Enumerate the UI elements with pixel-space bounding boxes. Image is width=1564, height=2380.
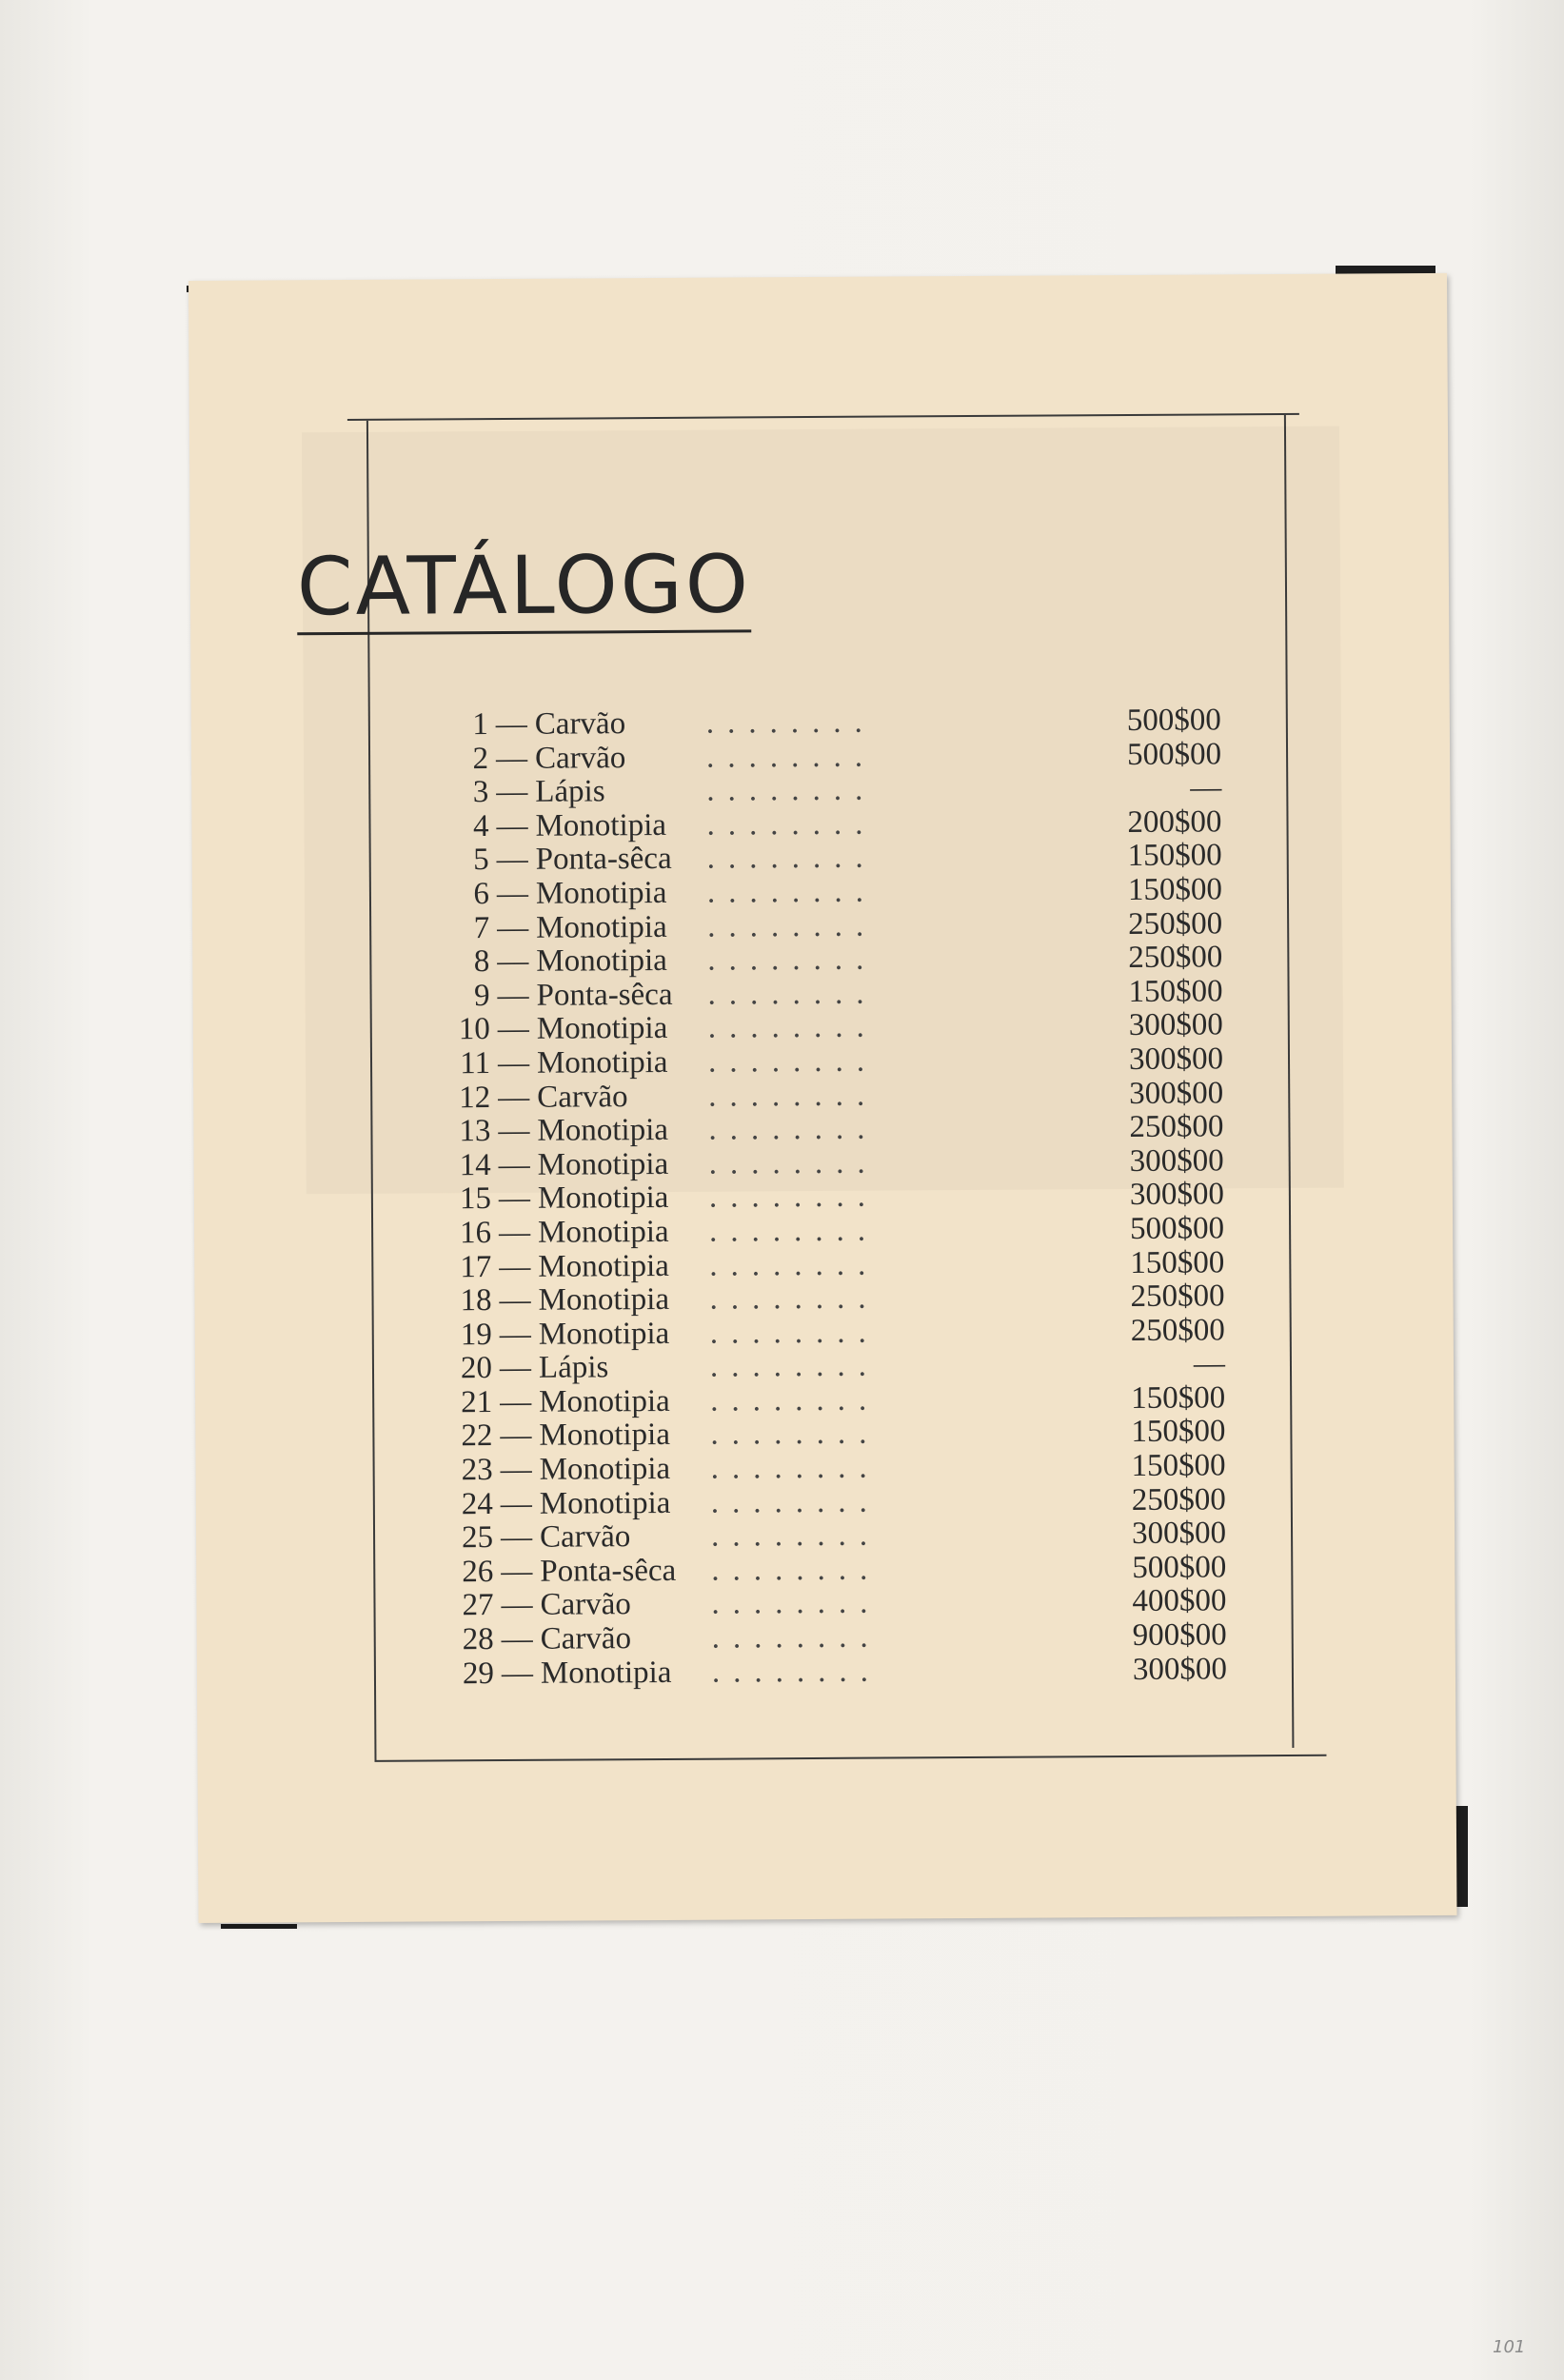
- pencil-page-number: 101: [1493, 2337, 1526, 2357]
- entry-technique: Monotipia: [536, 1044, 668, 1081]
- leader-dots: ........: [708, 1179, 879, 1215]
- entry-technique: Carvão: [534, 706, 626, 742]
- entry-number: 24: [461, 1486, 493, 1521]
- entry-technique: Monotipia: [535, 875, 667, 911]
- entry-number: 18: [460, 1283, 492, 1319]
- entry-dash: —: [497, 1045, 530, 1081]
- entry-dash: —: [495, 741, 528, 776]
- entry-number: 20: [460, 1351, 493, 1386]
- leader-dots: ........: [709, 1247, 880, 1283]
- leader-dots: ........: [708, 1145, 879, 1181]
- entry-price: —: [1190, 770, 1222, 805]
- entry-technique: Monotipia: [536, 1011, 668, 1047]
- entry-technique: Monotipia: [538, 1248, 669, 1284]
- entry-technique: Monotipia: [539, 1485, 671, 1521]
- entry-number: 2: [472, 741, 489, 776]
- entry-number: 5: [473, 843, 489, 878]
- entry-technique: Ponta-sêca: [535, 842, 672, 878]
- leader-dots: ........: [710, 1382, 881, 1418]
- entry-price: 300$00: [1128, 1041, 1224, 1077]
- entry-number: 15: [459, 1181, 492, 1217]
- catalog-entry: [441, 1041, 1223, 1081]
- frame-line-top: [347, 413, 1299, 421]
- entry-price: 500$00: [1126, 703, 1221, 738]
- catalog-entry: [439, 771, 1221, 810]
- leader-dots: ........: [710, 1417, 881, 1453]
- catalog-entry: [440, 839, 1222, 878]
- entry-price: 250$00: [1129, 1109, 1224, 1145]
- entry-dash: —: [499, 1317, 531, 1352]
- frame-line-bottom: [374, 1755, 1326, 1762]
- entry-price: 300$00: [1128, 1007, 1223, 1043]
- entry-number: 19: [460, 1317, 492, 1352]
- entry-price: 400$00: [1132, 1583, 1227, 1619]
- entry-dash: —: [498, 1113, 530, 1149]
- entry-technique: Monotipia: [539, 1418, 671, 1454]
- catalog-entry: [442, 1211, 1224, 1250]
- leader-dots: ........: [707, 1043, 879, 1080]
- entry-price: 250$00: [1128, 905, 1223, 942]
- entry-dash: —: [500, 1384, 532, 1419]
- entry-technique: Monotipia: [536, 909, 667, 945]
- entry-dash: —: [498, 1181, 531, 1217]
- catalog-list: [439, 703, 1227, 1690]
- entry-price: 150$00: [1128, 974, 1223, 1009]
- entry-price: 250$00: [1130, 1313, 1225, 1348]
- entry-number: 3: [472, 775, 489, 810]
- catalog-entry: [441, 1008, 1223, 1047]
- catalog-entry: [444, 1448, 1226, 1487]
- entry-dash: —: [500, 1418, 532, 1454]
- entry-technique: Carvão: [539, 1519, 631, 1556]
- entry-number: 22: [461, 1418, 493, 1454]
- leader-dots: ........: [710, 1484, 881, 1520]
- entry-dash: —: [497, 978, 529, 1013]
- entry-number: 14: [459, 1147, 491, 1182]
- entry-dash: —: [501, 1656, 534, 1691]
- leader-dots: ........: [710, 1450, 881, 1486]
- entry-number: 11: [460, 1046, 491, 1081]
- entry-number: 25: [461, 1520, 494, 1556]
- catalog-entry: [442, 1245, 1224, 1284]
- leader-dots: ........: [707, 908, 878, 944]
- entry-price: 500$00: [1129, 1211, 1225, 1246]
- entry-technique: Monotipia: [538, 1214, 669, 1250]
- entry-technique: Monotipia: [537, 1113, 669, 1148]
- entry-technique: Carvão: [537, 1079, 628, 1115]
- entry-number: 8: [473, 944, 490, 980]
- entry-number: 28: [462, 1622, 494, 1657]
- entry-number: 26: [462, 1554, 494, 1590]
- entry-number: 21: [461, 1384, 493, 1420]
- leader-dots: ........: [706, 840, 877, 877]
- catalog-entry: [439, 737, 1221, 776]
- catalog-entry: [444, 1584, 1226, 1623]
- entry-technique: Monotipia: [537, 1180, 669, 1217]
- leader-dots: ........: [709, 1315, 880, 1351]
- entry-dash: —: [495, 706, 527, 743]
- leader-dots: ........: [705, 704, 876, 741]
- entry-price: 300$00: [1129, 1177, 1224, 1213]
- entry-price: 300$00: [1131, 1516, 1227, 1552]
- entry-technique: Monotipia: [539, 1451, 671, 1487]
- entry-technique: Carvão: [540, 1587, 631, 1623]
- catalog-entry: [439, 804, 1221, 843]
- leader-dots: ........: [707, 942, 878, 978]
- entry-price: 250$00: [1130, 1279, 1225, 1315]
- catalog-title: CATÁLOGO: [296, 537, 752, 634]
- entry-dash: —: [499, 1215, 531, 1250]
- entry-price: 500$00: [1132, 1550, 1227, 1585]
- catalog-entry: [440, 906, 1222, 945]
- entry-price: 250$00: [1128, 940, 1223, 976]
- catalog-entry: [443, 1415, 1225, 1454]
- catalog-entry: [442, 1178, 1224, 1217]
- entry-price: 900$00: [1132, 1617, 1227, 1653]
- catalog-entry: [441, 1109, 1223, 1148]
- entry-price: 150$00: [1127, 872, 1223, 907]
- entry-number: 13: [459, 1114, 491, 1149]
- leader-dots: ........: [708, 1111, 879, 1147]
- mount-corner-bottom-left: [221, 1924, 297, 1929]
- entry-dash: —: [500, 1452, 532, 1488]
- entry-dash: —: [497, 1012, 529, 1047]
- entry-number: 17: [460, 1249, 492, 1284]
- entry-dash: —: [500, 1486, 532, 1521]
- entry-price: —: [1193, 1346, 1226, 1381]
- entry-dash: —: [498, 1080, 530, 1115]
- entry-dash: —: [499, 1351, 532, 1386]
- entry-price: 300$00: [1132, 1651, 1228, 1687]
- leader-dots: ........: [709, 1348, 881, 1384]
- entry-price: 300$00: [1129, 1143, 1224, 1179]
- catalog-entry: [440, 941, 1222, 980]
- entry-number: 12: [459, 1080, 491, 1115]
- entry-dash: —: [501, 1554, 533, 1589]
- entry-technique: Carvão: [540, 1621, 632, 1656]
- entry-price: 150$00: [1131, 1380, 1226, 1416]
- entry-number: 9: [473, 978, 490, 1013]
- entry-technique: Monotipia: [536, 943, 667, 979]
- entry-technique: Monotipia: [539, 1383, 670, 1419]
- entry-technique: Carvão: [534, 740, 626, 776]
- entry-number: 10: [458, 1012, 490, 1047]
- entry-number: 7: [473, 910, 490, 945]
- leader-dots: ........: [710, 1517, 881, 1554]
- catalog-entry: [442, 1279, 1224, 1318]
- entry-number: 16: [460, 1215, 492, 1251]
- catalog-sheet: [188, 273, 1457, 1923]
- entry-number: 23: [461, 1453, 493, 1488]
- entry-price: 150$00: [1131, 1448, 1226, 1484]
- leader-dots: ........: [706, 806, 877, 843]
- leader-dots: ........: [707, 976, 878, 1012]
- entry-price: 200$00: [1127, 804, 1222, 840]
- entry-technique: Ponta-sêca: [536, 977, 673, 1013]
- leader-dots: ........: [707, 1009, 878, 1046]
- catalog-entry: [445, 1652, 1227, 1691]
- entry-price: 250$00: [1131, 1482, 1226, 1517]
- leader-dots: ........: [711, 1654, 882, 1690]
- catalog-entry: [440, 974, 1222, 1013]
- catalog-entry: [443, 1347, 1225, 1386]
- catalog-entry: [443, 1313, 1225, 1352]
- entry-price: 500$00: [1126, 736, 1222, 772]
- entry-dash: —: [499, 1249, 531, 1284]
- entry-price: 150$00: [1130, 1244, 1225, 1280]
- entry-dash: —: [501, 1588, 533, 1623]
- catalog-entry: [444, 1517, 1226, 1556]
- catalog-entry: [444, 1550, 1226, 1589]
- entry-dash: —: [497, 943, 529, 980]
- entry-number: 27: [462, 1588, 494, 1623]
- entry-number: 4: [472, 808, 489, 843]
- entry-technique: Lápis: [535, 774, 605, 809]
- entry-price: 300$00: [1129, 1075, 1224, 1111]
- catalog-entry: [441, 1076, 1223, 1115]
- catalog-entry: [439, 703, 1221, 742]
- leader-dots: ........: [708, 1078, 879, 1114]
- entry-price: 150$00: [1131, 1414, 1226, 1450]
- entry-technique: Monotipia: [535, 807, 667, 843]
- leader-dots: ........: [705, 739, 877, 775]
- leader-dots: ........: [711, 1552, 881, 1588]
- entry-dash: —: [497, 910, 529, 945]
- leader-dots: ........: [706, 874, 878, 910]
- entry-dash: —: [498, 1147, 530, 1182]
- entry-technique: Ponta-sêca: [540, 1553, 677, 1589]
- entry-dash: —: [500, 1520, 533, 1556]
- catalog-entry: [440, 872, 1222, 911]
- entry-price: 150$00: [1127, 838, 1222, 874]
- leader-dots: ........: [709, 1213, 880, 1249]
- entry-number: 29: [462, 1656, 495, 1691]
- leader-dots: ........: [709, 1280, 880, 1317]
- catalog-entry: [444, 1482, 1226, 1521]
- leader-dots: ........: [706, 772, 877, 808]
- entry-technique: Monotipia: [538, 1282, 670, 1318]
- catalog-entry: [445, 1617, 1227, 1656]
- entry-technique: Lápis: [538, 1350, 609, 1386]
- catalog-entry: [442, 1143, 1224, 1182]
- entry-technique: Monotipia: [537, 1146, 669, 1182]
- entry-dash: —: [501, 1621, 533, 1657]
- catalog-entry: [443, 1380, 1225, 1419]
- entry-number: 1: [472, 707, 488, 743]
- entry-dash: —: [496, 808, 528, 843]
- entry-dash: —: [496, 775, 528, 810]
- entry-dash: —: [496, 843, 528, 878]
- entry-technique: Monotipia: [538, 1316, 670, 1352]
- entry-dash: —: [499, 1282, 531, 1319]
- entry-number: 6: [473, 877, 490, 912]
- leader-dots: ........: [711, 1619, 881, 1656]
- leader-dots: ........: [711, 1586, 881, 1622]
- entry-dash: —: [496, 876, 529, 912]
- entry-technique: Monotipia: [540, 1655, 672, 1691]
